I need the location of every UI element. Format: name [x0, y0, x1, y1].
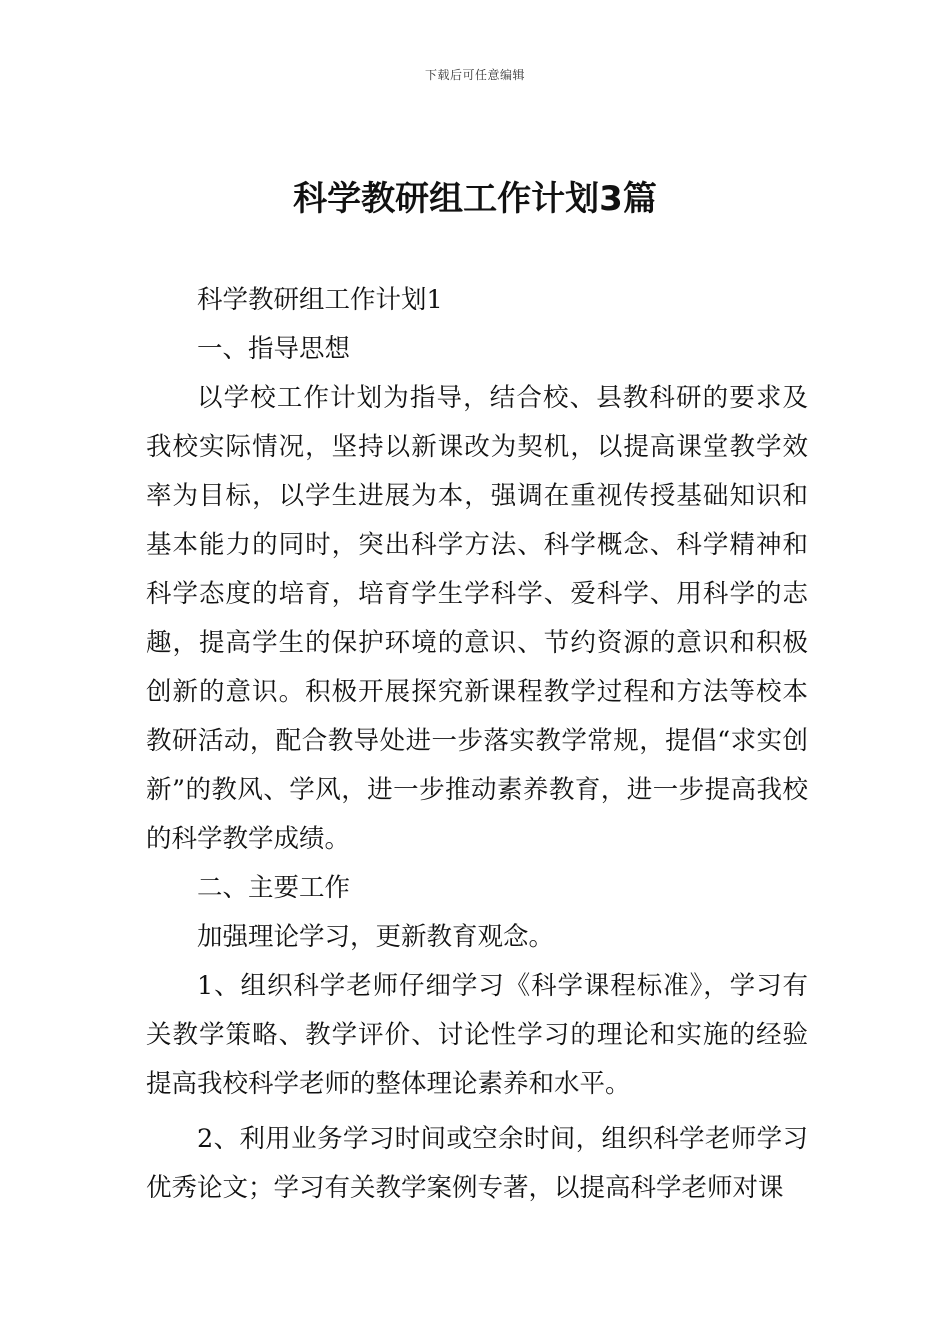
- section-heading-guiding-thought: 一、指导思想: [197, 334, 351, 364]
- section-heading-main-work: 二、主要工作: [197, 873, 351, 903]
- document-title: 科学教研组工作计划3篇: [293, 179, 657, 219]
- page-header-note: 下载后可任意编辑: [424, 68, 525, 82]
- document-body: [146, 276, 808, 1213]
- paragraph-guiding-thought: 以学校工作计划为指导，结合校、县教科研的要求及我校实际情况，坚持以新课改为契机，以提高课堂教学效率为目标，以学生进展为本，强调在重视传授基础知识和基本能力的同时，突出科学方法、科学概念、科学精神和科学态度的培育，培育学生学科学、爱科学、用科学的志趣，提高学生的保护环境的意识、节约资源的意识和积极创新的意识。积极开展探究新课程教学过程和方法等校本教研活动，配合教导处进一步落实教学常规，提倡“求实创新”的教风、学风，进一步推动素养教育，进一步提高我校的科学教学成绩。: [146, 383, 808, 854]
- section-heading-plan-1: 科学教研组工作计划1: [197, 285, 443, 315]
- paragraph-item-1: 1、组织科学老师仔细学习《科学课程标准》，学习有关教学策略、教学评价、讨论性学习的理论和实施的经验提高我校科学老师的整体理论素养和水平。: [146, 971, 808, 1099]
- paragraph-item-2: 2、利用业务学习时间或空余时间，组织科学老师学习优秀论文；学习有关教学案例专著，以提高科学老师对课: [146, 1124, 808, 1203]
- paragraph-theory-study: 加强理论学习，更新教育观念。: [197, 922, 555, 952]
